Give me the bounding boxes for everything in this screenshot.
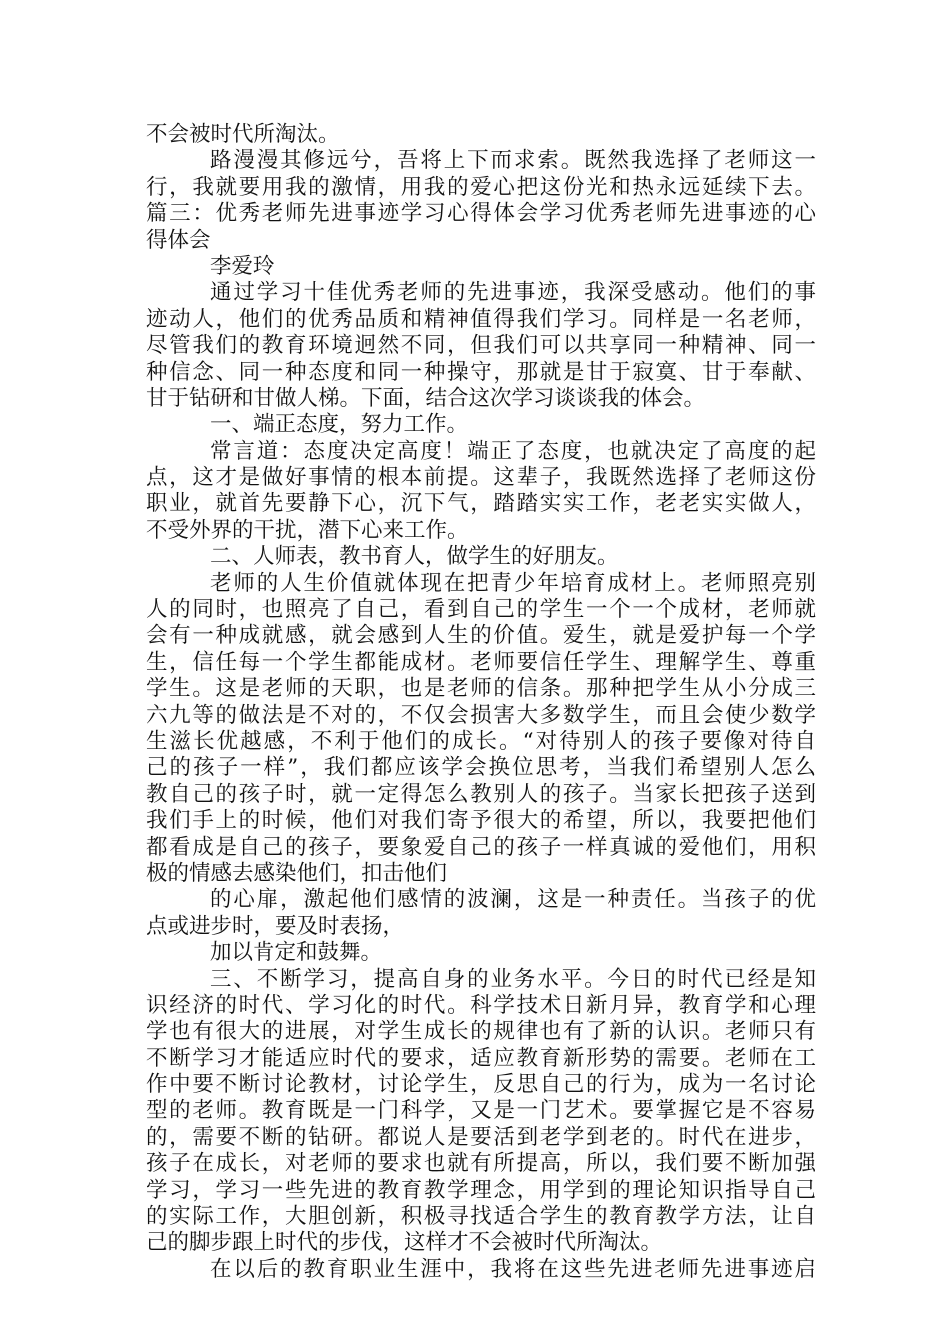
- text-line: 老师的人生价值就体现在把青少年培育成材上。老师照亮别: [210, 570, 816, 596]
- text-line: 型的老师。教育既是一门科学，又是一门艺术。要掌握它是不容易: [146, 1098, 816, 1124]
- text-line: 种信念、同一种态度和同一种操守，那就是甘于寂寞、甘于奉献、: [146, 359, 816, 385]
- text-line: 行，我就要用我的激情，用我的爱心把这份光和热永远延续下去。: [146, 174, 816, 200]
- text-line: 路漫漫其修远兮，吾将上下而求索。既然我选择了老师这一: [210, 148, 816, 174]
- text-line: 学习，学习一些先进的教育教学理念，用学到的理论知识指导自己: [146, 1177, 816, 1203]
- text-line: 不会被时代所淘汰。: [146, 122, 340, 147]
- text-line: 李爱玲: [210, 253, 275, 279]
- document-body: [146, 122, 816, 1283]
- text-line: 尽管我们的教育环境迥然不同，但我们可以共享同一种精神、同一: [146, 333, 816, 359]
- text-line: 作中要不断讨论教材，讨论学生，反思自己的行为，成为一名讨论: [146, 1072, 816, 1098]
- text-line: 常言道：态度决定高度！端正了态度，也就决定了高度的起: [210, 438, 816, 464]
- text-line: 己的脚步跟上时代的步伐，这样才不会被时代所淘汰。: [146, 1230, 663, 1256]
- text-line: 识经济的时代、学习化的时代。科学技术日新月异，教育学和心理: [146, 992, 816, 1018]
- text-line: 的，需要不断的钻研。都说人是要活到老学到老的。时代在进步，: [146, 1124, 816, 1150]
- text-line: 二、人师表，教书育人，做学生的好朋友。: [210, 544, 619, 570]
- text-line: 点或进步时，要及时表扬，: [146, 913, 405, 939]
- text-line: 都看成是自己的孩子，要象爱自己的孩子一样真诚的爱他们，用积: [146, 834, 816, 860]
- text-line: 一、端正态度，努力工作。: [210, 412, 469, 438]
- text-line: 职业，就首先要静下心，沉下气，踏踏实实工作，老老实实做人，: [146, 491, 816, 517]
- text-line: 会有一种成就感，就会感到人生的价值。爱生，就是爱护每一个学: [146, 623, 816, 649]
- text-line: 人的同时，也照亮了自己，看到自己的学生一个一个成材，老师就: [146, 597, 816, 623]
- text-line: 加以肯定和鼓舞。: [210, 940, 383, 966]
- text-line: 迹动人，他们的优秀品质和精神值得我们学习。同样是一名老师，: [146, 306, 816, 332]
- text-line: 点，这才是做好事情的根本前提。这辈子，我既然选择了老师这份: [146, 465, 816, 491]
- text-line: 己的孩子一样”，我们都应该学会换位思考，当我们希望别人怎么: [146, 755, 816, 781]
- text-line: 不断学习才能适应时代的要求，适应教育新形势的需要。老师在工: [146, 1045, 816, 1071]
- text-line: 学生。这是老师的天职，也是老师的信条。那种把学生从小分成三: [146, 676, 816, 702]
- text-line: 孩子在成长，对老师的要求也就有所提高，所以，我们要不断加强: [146, 1151, 816, 1177]
- text-line: 不受外界的干扰，潜下心来工作。: [146, 517, 469, 543]
- text-line: 通过学习十佳优秀老师的先进事迹，我深受感动。他们的事: [210, 280, 816, 306]
- text-line: 六九等的做法是不对的，不仅会损害大多数学生，而且会使少数学: [146, 702, 816, 728]
- text-line: 的实际工作，大胆创新，积极寻找适合学生的教育教学方法，让自: [146, 1204, 816, 1230]
- text-line: 学也有很大的进展，对学生成长的规律也有了新的认识。老师只有: [146, 1019, 816, 1045]
- text-line: 三、不断学习，提高自身的业务水平。今日的时代已经是知: [210, 966, 816, 992]
- text-line: 得体会: [146, 227, 211, 253]
- text-line: 极的情感去感染他们，扣击他们: [146, 860, 448, 886]
- text-line: 生，信任每一个学生都能成材。老师要信任学生、理解学生、尊重: [146, 649, 816, 675]
- text-line: 甘于钻研和甘做人梯。下面，结合这次学习谈谈我的体会。: [146, 385, 706, 411]
- text-line: 在以后的教育职业生涯中，我将在这些先进老师先进事迹启: [210, 1256, 816, 1282]
- text-line: 生滋长优越感，不利于他们的成长。“对待别人的孩子要像对待自: [146, 728, 816, 754]
- text-line: 的心扉，激起他们感情的波澜，这是一种责任。当孩子的优: [210, 887, 816, 913]
- text-line: 教自己的孩子时，就一定得怎么教别人的孩子。当家长把孩子送到: [146, 781, 816, 807]
- text-line: 篇三：优秀老师先进事迹学习心得体会学习优秀老师先进事迹的心: [146, 201, 816, 227]
- text-line: 我们手上的时候，他们对我们寄予很大的希望，所以，我要把他们: [146, 808, 816, 834]
